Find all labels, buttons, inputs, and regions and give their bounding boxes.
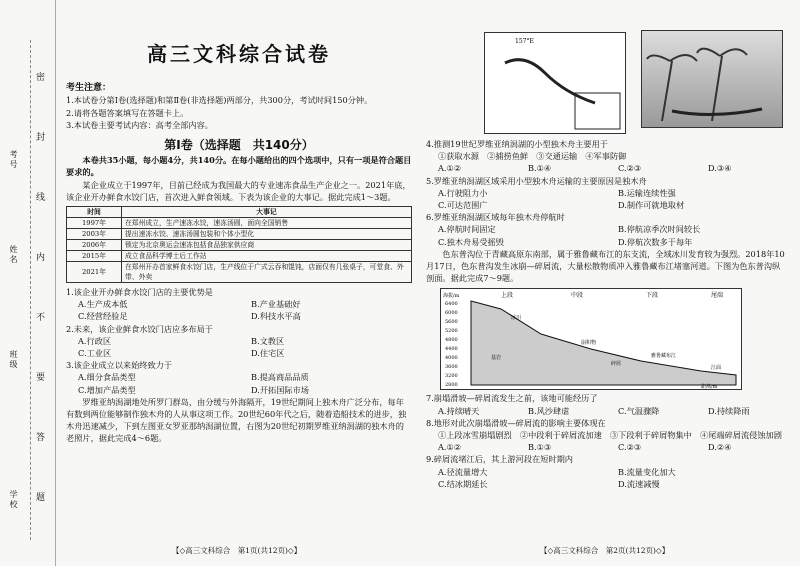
segment-label: 中段 (571, 292, 584, 300)
seal-line (30, 40, 31, 540)
y-tick-label: 4000 (445, 355, 458, 362)
options (66, 371, 412, 395)
passage: 罗维亚纳潟湖地处所罗门群岛，由分缓与外海隔开，19世纪期间上独木舟广泛分布，每年有数到两位能够制作独木舟的人从事这项工作。20世纪60年代之后，随着造船技术的进步，独木舟迅速减少，下到左图亚女罗亚那纳潟湖位置，右图为20世纪初期罗维亚纳潟湖的独木舟的老照片，据此完成4～6题。 (66, 396, 407, 444)
y-tick-label: 6000 (445, 310, 458, 317)
palm-tree-icon (647, 49, 747, 121)
option: D.住宅区 (251, 348, 285, 359)
question: 5.罗维亚纳潟湖区域采用小型独木舟运输的主要原因是独木舟 (426, 175, 647, 186)
option: C.气温骤降 (618, 405, 660, 416)
option: B.提高商品品质 (251, 372, 309, 383)
terrain-shape (471, 301, 736, 385)
table-cell: 1997年 (67, 218, 122, 229)
longitudinal-profile (440, 288, 742, 390)
y-tick-label: 5200 (445, 328, 458, 335)
option: A.行驶阻力小 (438, 187, 488, 198)
notice-item: 2.请将各题答案填写在答题卡上。 (66, 107, 189, 118)
option: A.径流量增大 (438, 466, 488, 477)
option: A.持续晴天 (438, 405, 480, 416)
y-tick-label: 5600 (445, 319, 458, 326)
option: D.制作可就地取材 (618, 200, 685, 211)
question: 1.该企业开办鲜食水饺门店的主要优势是 (66, 287, 213, 298)
option: D.③④ (708, 163, 732, 174)
seal-char: 答 (36, 433, 46, 443)
notice-item: 1.本试卷分第Ⅰ卷(选择题)和第Ⅱ卷(非选择题)两部分，共300分，考试时间150分钟。 (66, 95, 373, 106)
y-tick-label: 3600 (445, 364, 458, 371)
y-tick-label: 3200 (445, 373, 458, 380)
options (66, 298, 412, 322)
section-title: 第Ⅰ卷（选择题 共140分） (164, 138, 314, 153)
profile-note: 雅鲁藏布江 (651, 353, 677, 360)
section-intro: 本卷共35小题，每小题4分，共140分。在每小题给出的四个选项中，只有一项是符合题目要求的。 (66, 155, 412, 178)
question: 4.推测19世纪罗维亚纳潟湖的小型独木舟主要用于 (426, 139, 608, 149)
option: B.①④ (528, 163, 552, 174)
option: C.独木舟易受摇毁 (438, 236, 504, 247)
table-header: 大事记 (122, 207, 412, 218)
table-cell: 提出速冻水饺、速冻汤圆包装和个体小型化 (122, 229, 412, 240)
table-cell: 锁定为北京奥运会速冻包括食品独家供应商 (122, 240, 412, 251)
profile-note: 碎屑 (611, 361, 622, 368)
profile-note: 崩积物 (581, 340, 597, 347)
option: B.流量变化加大 (618, 466, 676, 477)
y-tick-label: 4800 (445, 337, 458, 344)
question: 9.碎屑流堵江后，其上游河段在短时期内 (426, 454, 573, 465)
table-row (67, 240, 412, 251)
option: B.风沙肆虐 (528, 405, 570, 416)
table-row (67, 251, 412, 262)
page-footer: 【◇高三文科综合 第2页(共12页)◇】 (540, 546, 670, 555)
table-cell: 2006年 (67, 240, 122, 251)
option: D.持续降雨 (708, 405, 750, 416)
options (426, 441, 786, 453)
page-2 (426, 0, 786, 490)
profile-note: 江面 (711, 365, 722, 372)
segment-label: 尾端 (711, 292, 724, 300)
option: C.经营经验足 (78, 311, 128, 322)
option: D.②④ (708, 442, 732, 453)
option: D.开拓国际市场 (251, 384, 309, 395)
option: C.工业区 (78, 348, 112, 359)
map-label: 157°E (515, 38, 534, 45)
exam-no-label: 考号 (9, 150, 18, 170)
segment-label: 下段 (646, 292, 659, 300)
option: B.产业基础好 (251, 299, 301, 310)
option: B.运输连续性强 (618, 187, 676, 198)
y-tick-label: 2800 (445, 382, 458, 389)
option: B.①③ (528, 442, 552, 453)
option: A.停航时间固定 (438, 224, 496, 235)
question: 8.地形对此次崩塌滑坡—碎屑流的影响主要体现在 (426, 417, 606, 428)
option: A.行政区 (78, 335, 112, 346)
option: C.增加产品类型 (78, 384, 136, 395)
question: 7.崩塌滑坡—碎屑流发生之前，该地可能经历了 (426, 393, 598, 404)
y-tick-label: 4400 (445, 346, 458, 353)
option: D.停航次数多于每年 (618, 236, 693, 247)
option: C.②③ (618, 163, 642, 174)
option: A.①② (438, 163, 462, 174)
profile-note: 基岩 (491, 355, 502, 362)
table-cell: 在郑州成立，生产速冻水饺，速冻汤圆，面向全国销售 (122, 218, 412, 229)
option: D.流速减慢 (618, 478, 660, 489)
seal-char: 题 (36, 493, 46, 503)
events-table (66, 206, 412, 283)
segment-label: 上段 (501, 292, 514, 300)
table-row (67, 218, 412, 229)
island-shape (505, 60, 595, 103)
y-tick-label: 6400 (445, 301, 458, 308)
option: C.②③ (618, 442, 642, 453)
table-cell: 在郑州开办首家鲜食水饺门店，生产线位于广式云吞和馄饨，店面仅有几张桌子，可堂食、外带、外卖 (122, 262, 412, 283)
option: A.细分食品类型 (78, 372, 136, 383)
x-axis-label: 距离/m (701, 384, 718, 390)
seal-char: 线 (36, 193, 46, 203)
table-row (67, 262, 412, 283)
option: A.生产成本低 (78, 299, 128, 310)
table-cell: 2021年 (67, 262, 122, 283)
table-row (67, 229, 412, 240)
question: 6.罗维亚纳潟湖区域每年独木舟停航时 (426, 212, 565, 223)
table-cell: 成立食品科学博士后工作站 (122, 251, 412, 262)
seal-char: 内 (36, 253, 46, 263)
profile-note: 冰川 (511, 315, 522, 322)
school-label: 学校 (9, 490, 18, 510)
option: B.文教区 (251, 335, 285, 346)
option: A.①② (438, 442, 462, 453)
question: 3.该企业成立以来始终致力于 (66, 360, 173, 371)
options (426, 466, 786, 490)
notice-heading: 考生注意： (66, 83, 112, 94)
passage: 某企业成立于1997年，目前已经成为我国最大的专业速冻食品生产企业之一。2021年底，该企业开办鲜食水饺门店，首次进入鲜食领域。下表为该企业的大事记。据此完成1～3题。 (66, 179, 411, 202)
option: D.科技水平高 (251, 311, 301, 322)
table-cell: 2003年 (67, 229, 122, 240)
lagoon-map (484, 32, 626, 134)
passage: 色东普沟位于青藏高原东南部，属于雅鲁藏布江的东支流，全域冰川发育较为强烈。2018年10月17日，色东普沟发生冰崩—碎屑流，大量松散物质冲入雅鲁藏布江堵塞河道。下图为色东普沟纵剖面。据此完成7～9题。 (426, 248, 785, 284)
option: C.结冰期延长 (438, 478, 488, 489)
page-footer: 【◇高三文科综合 第1页(共12页)◇】 (172, 546, 302, 555)
options (426, 162, 786, 174)
question-items: ①获取水源 ②捕捞鱼鲜 ③交通运输 ④军事防御 (438, 151, 627, 162)
seal-char: 封 (36, 133, 46, 143)
canoe-photo (641, 30, 783, 128)
options (426, 405, 786, 417)
y-axis-label: 海拔/m (443, 293, 460, 300)
option: B.停航凉季次时间较长 (618, 224, 701, 235)
question: 2.未来，该企业鲜食水饺门店应多布局于 (66, 323, 213, 334)
seal-char: 不 (36, 313, 46, 323)
page-title: 高三文科综合试卷 (147, 42, 331, 66)
table-header: 时间 (67, 207, 122, 218)
y-ticks (445, 301, 458, 388)
figures (426, 0, 786, 138)
options (426, 187, 786, 211)
canoe-icon (672, 109, 762, 115)
name-label: 姓名 (9, 245, 18, 265)
question-items: ①上段冰雪崩塌剧烈 ②中段利于碎屑流加速 ③下段利于碎屑物集中 ④尾端碎屑流侵蚀加剧 (438, 430, 782, 441)
option: C.可达范围广 (438, 200, 488, 211)
table-cell: 2015年 (67, 251, 122, 262)
seal-char: 密 (36, 73, 46, 83)
options (426, 223, 786, 247)
page-1 (66, 0, 412, 445)
binding-sidebar (0, 0, 56, 566)
seal-char: 要 (36, 373, 46, 383)
class-label: 班级 (9, 350, 18, 370)
options (66, 335, 412, 359)
notice-item: 3.本试卷主要考试内容：高考全部内容。 (66, 119, 213, 130)
